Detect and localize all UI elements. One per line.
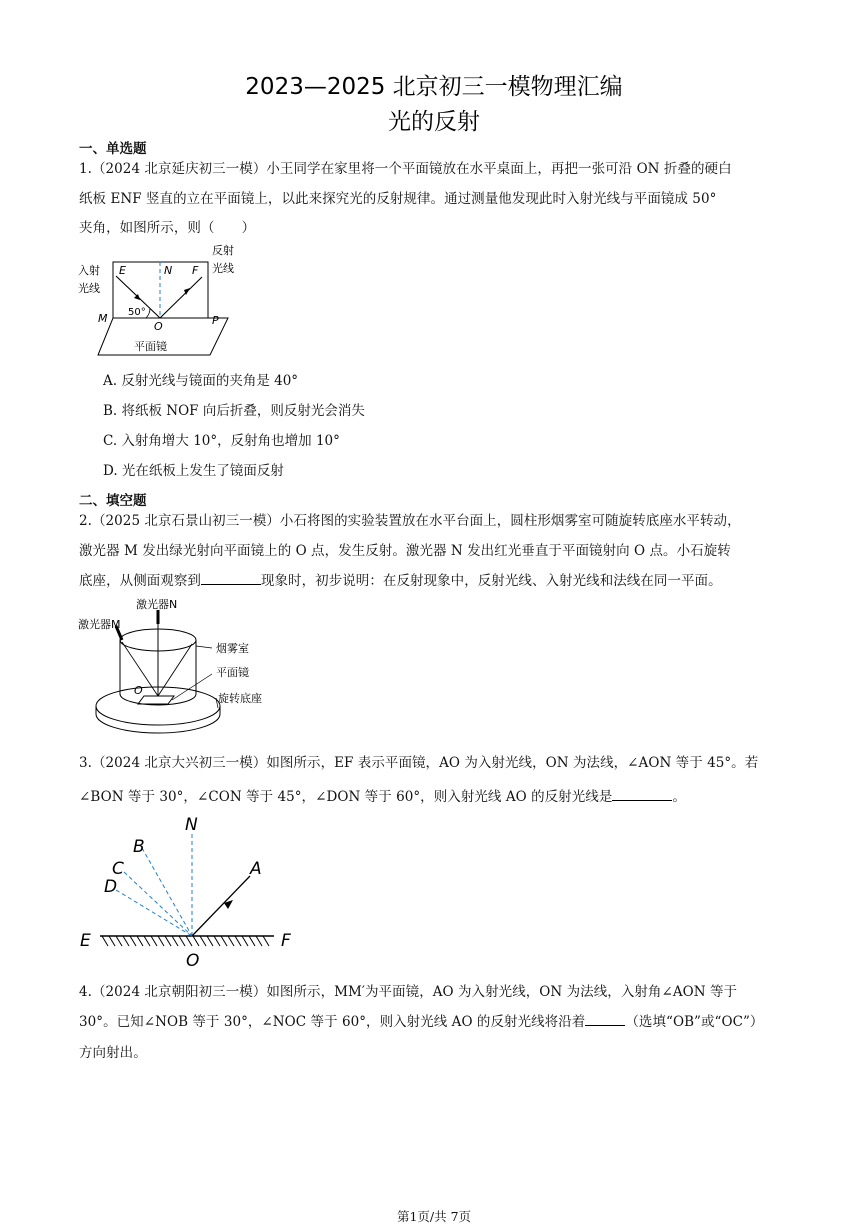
q4-line-2: [79, 1010, 764, 1030]
q4-line-2-end: （选填“OB”或“OC”）: [625, 1014, 764, 1030]
mirror: [138, 696, 174, 704]
label-e: E: [80, 931, 91, 951]
label-p: P: [212, 314, 219, 327]
label-f: F: [192, 264, 199, 277]
q1-option-a: A. 反射光线与镜面的夹角是 40°: [103, 373, 299, 389]
q4-line-2-start: 30°。已知∠NOB 等于 30°，∠NOC 等于 60°，则入射光线 AO 的反射光线将沿着: [79, 1014, 586, 1030]
q1-line-1: 1.（2024 北京延庆初三一模）小王同学在家里将一个平面镜放在水平桌面上，再把一张可沿 ON 折叠的硬白: [79, 161, 732, 177]
ray-ob: [142, 848, 192, 936]
label-f: F: [281, 931, 291, 951]
q2-line-1: 2.（2025 北京石景山初三一模）小石将图的实验装置放在水平台面上，圆柱形烟雾室可随旋转底座水平转动，: [79, 513, 741, 529]
incident-label-2: 光线: [78, 282, 100, 295]
q3-answer-blank[interactable]: [612, 788, 672, 801]
point-o-label: O: [134, 684, 143, 697]
q1-figure: [78, 240, 248, 356]
q3-line-2: [79, 785, 686, 805]
page-footer: 第1页/共 7页: [396, 1209, 472, 1224]
q1-line-2: 纸板 ENF 竖直的立在平面镜上，以此来探究光的反射规律。通过测量他发现此时入射光线与平面镜成 50°: [79, 191, 717, 207]
laser-m-label: 激光器M: [78, 618, 121, 631]
q1-option-c: C. 入射角增大 10°，反射角也增加 10°: [103, 433, 340, 449]
mirror-hatching: [102, 936, 269, 946]
q2-line-3-start: 底座，从侧面观察到: [79, 573, 201, 589]
q4-line-3: 方向射出。: [79, 1045, 147, 1061]
mirror-label: 平面镜: [216, 666, 249, 679]
laser-n-label: 激光器N: [136, 598, 178, 611]
smoke-room-label: 烟雾室: [216, 642, 249, 655]
ray-od: [116, 890, 192, 936]
q3-line-2-start: ∠BON 等于 30°，∠CON 等于 45°，∠DON 等于 60°，则入射光线 AO 的反射光线是: [79, 789, 613, 805]
mirror-label: 平面镜: [134, 340, 167, 353]
q3-figure: [78, 810, 308, 970]
label-c: C: [112, 859, 124, 879]
reflected-beam: [158, 644, 192, 696]
q2-line-2: 激光器 M 发出绿光射向平面镜上的 O 点，发生反射。激光器 N 发出红光垂直于平面镜射向 O 点。小石旋转: [79, 543, 731, 559]
q1-option-d: D. 光在纸板上发生了镜面反射: [103, 463, 284, 479]
q3-line-2-end: 。: [672, 789, 686, 805]
label-n: N: [164, 264, 173, 277]
label-b: B: [133, 837, 145, 857]
reflect-label-2: 光线: [212, 262, 234, 275]
q1-line-3: 夹角，如图所示，则（ ）: [79, 220, 256, 236]
q3-line-1: 3.（2024 北京大兴初三一模）如图所示，EF 表示平面镜，AO 为入射光线，ON 为法线，∠AON 等于 45°。若: [79, 755, 759, 771]
label-o: O: [154, 320, 163, 333]
page-subtitle: 光的反射: [388, 109, 480, 135]
q1-option-b: B. 将纸板 NOF 向后折叠，则反射光会消失: [103, 403, 365, 419]
q2-figure: [78, 596, 278, 736]
label-d: D: [104, 877, 118, 897]
q2-line-3: [79, 569, 722, 589]
reflect-label-1: 反射: [212, 244, 234, 257]
incident-ray-ao: [192, 876, 250, 936]
angle-label: 50°: [128, 307, 146, 318]
incident-arrow: [134, 294, 140, 300]
label-o: O: [186, 951, 200, 970]
q4-answer-blank[interactable]: [585, 1013, 625, 1026]
reflected-ray: [160, 277, 202, 318]
q2-line-3-end: 现象时，初步说明：在反射现象中，反射光线、入射光线和法线在同一平面。: [260, 573, 722, 589]
q4-line-1: 4.（2024 北京朝阳初三一模）如图所示，MM′为平面镜，AO 为入射光线，ON 为法线，入射角∠AON 等于: [79, 984, 738, 1000]
page-title: 2023—2025 北京初三一模物理汇编: [245, 74, 623, 100]
section-heading: 一、单选题: [79, 141, 147, 157]
label-m: M: [98, 312, 108, 325]
label-a: A: [250, 859, 262, 879]
label-e: E: [119, 264, 126, 277]
incident-label-1: 入射: [78, 264, 100, 277]
angle-arc: [146, 308, 150, 318]
base-label: 旋转底座: [218, 692, 262, 705]
section-heading: 二、填空题: [79, 493, 147, 509]
ray-oc: [124, 872, 192, 936]
label-n: N: [185, 815, 198, 835]
q2-answer-blank[interactable]: [201, 572, 261, 585]
